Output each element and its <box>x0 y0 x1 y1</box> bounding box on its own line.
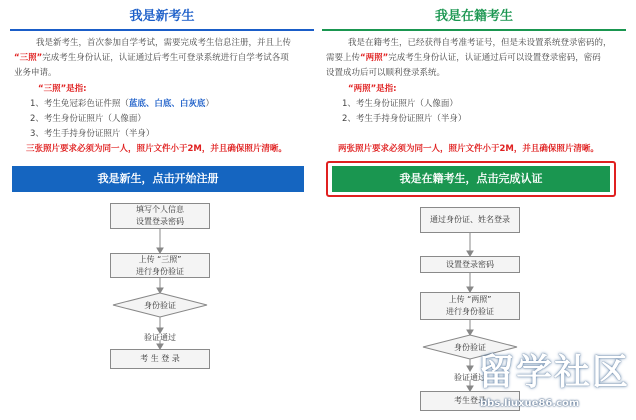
set-password-step: 设置登录密码 <box>420 256 520 273</box>
start-registration-button[interactable]: 我是新生，点击开始注册 <box>12 166 304 192</box>
fill-info-step: 填写个人信息 设置登录密码 <box>110 203 210 229</box>
list-item: 1、考生身份证照片（人像面） <box>342 99 458 109</box>
new-student-column <box>6 0 318 420</box>
intro-line-3: 设置成功后可以顺利登录系统。 <box>326 68 446 78</box>
intro-line-2: “三照”完成考生身份认证，认证通过后考生可登录系统进行自学考试各项 <box>14 53 289 63</box>
login-step: 考生登录 <box>420 391 520 411</box>
id-login-step: 通过身份证、姓名登录 <box>420 207 520 233</box>
verified-label: 验证通过 <box>454 373 486 382</box>
upload-photos-step: 上传 “两照” 进行身份验证 <box>420 292 520 320</box>
list-item: 3、考生手持身份证照片（半身） <box>30 129 155 139</box>
list-item: 2、考生手持身份证照片（半身） <box>342 114 467 124</box>
upload-photos-step: 上传 “三照” 进行身份验证 <box>110 253 210 278</box>
complete-verification-button[interactable]: 我是在籍考生，点击完成认证 <box>332 166 610 192</box>
watermark-logo-text: 留学社区 <box>478 352 631 393</box>
two-photos-heading: “两照”是指: <box>348 84 397 94</box>
list-item: 1、考生免冠彩色证件照（蓝底、白底、白灰底） <box>30 99 214 109</box>
intro-line-3: 业务申请。 <box>14 68 57 78</box>
site-watermark <box>474 344 636 420</box>
new-student-title: 我是新考生 <box>129 9 195 24</box>
verification-label: 身份验证 <box>144 301 176 310</box>
photo-warning: 两张照片要求必须为同一人，照片文件小于2M，并且确保照片清晰。 <box>338 144 599 154</box>
intro-line-2: 需要上传“两照”完成考生身份认证，认证通过后可以设置登录密码，密码 <box>326 53 601 63</box>
intro-line-1: 我是在籍考生，已经获得自考准考证号，但是未设置系统登录密码的， <box>348 38 612 48</box>
list-item: 2、考生身份证照片（人像面） <box>30 114 146 124</box>
intro-line-1: 我是新考生，首次参加自学考试，需要完成考生信息注册，并且上传 <box>36 38 292 48</box>
watermark-url: bbs.liuxue86.com <box>480 398 580 409</box>
verified-label: 验证通过 <box>144 333 176 342</box>
verification-label: 身份验证 <box>454 343 486 352</box>
enrolled-student-title: 我是在籍考生 <box>434 9 513 24</box>
photo-warning: 三张照片要求必须为同一人，照片文件小于2M，并且确保照片清晰。 <box>26 144 287 154</box>
login-step: 考 生 登 录 <box>110 349 210 369</box>
three-photos-heading: “三照”是指: <box>38 84 87 94</box>
